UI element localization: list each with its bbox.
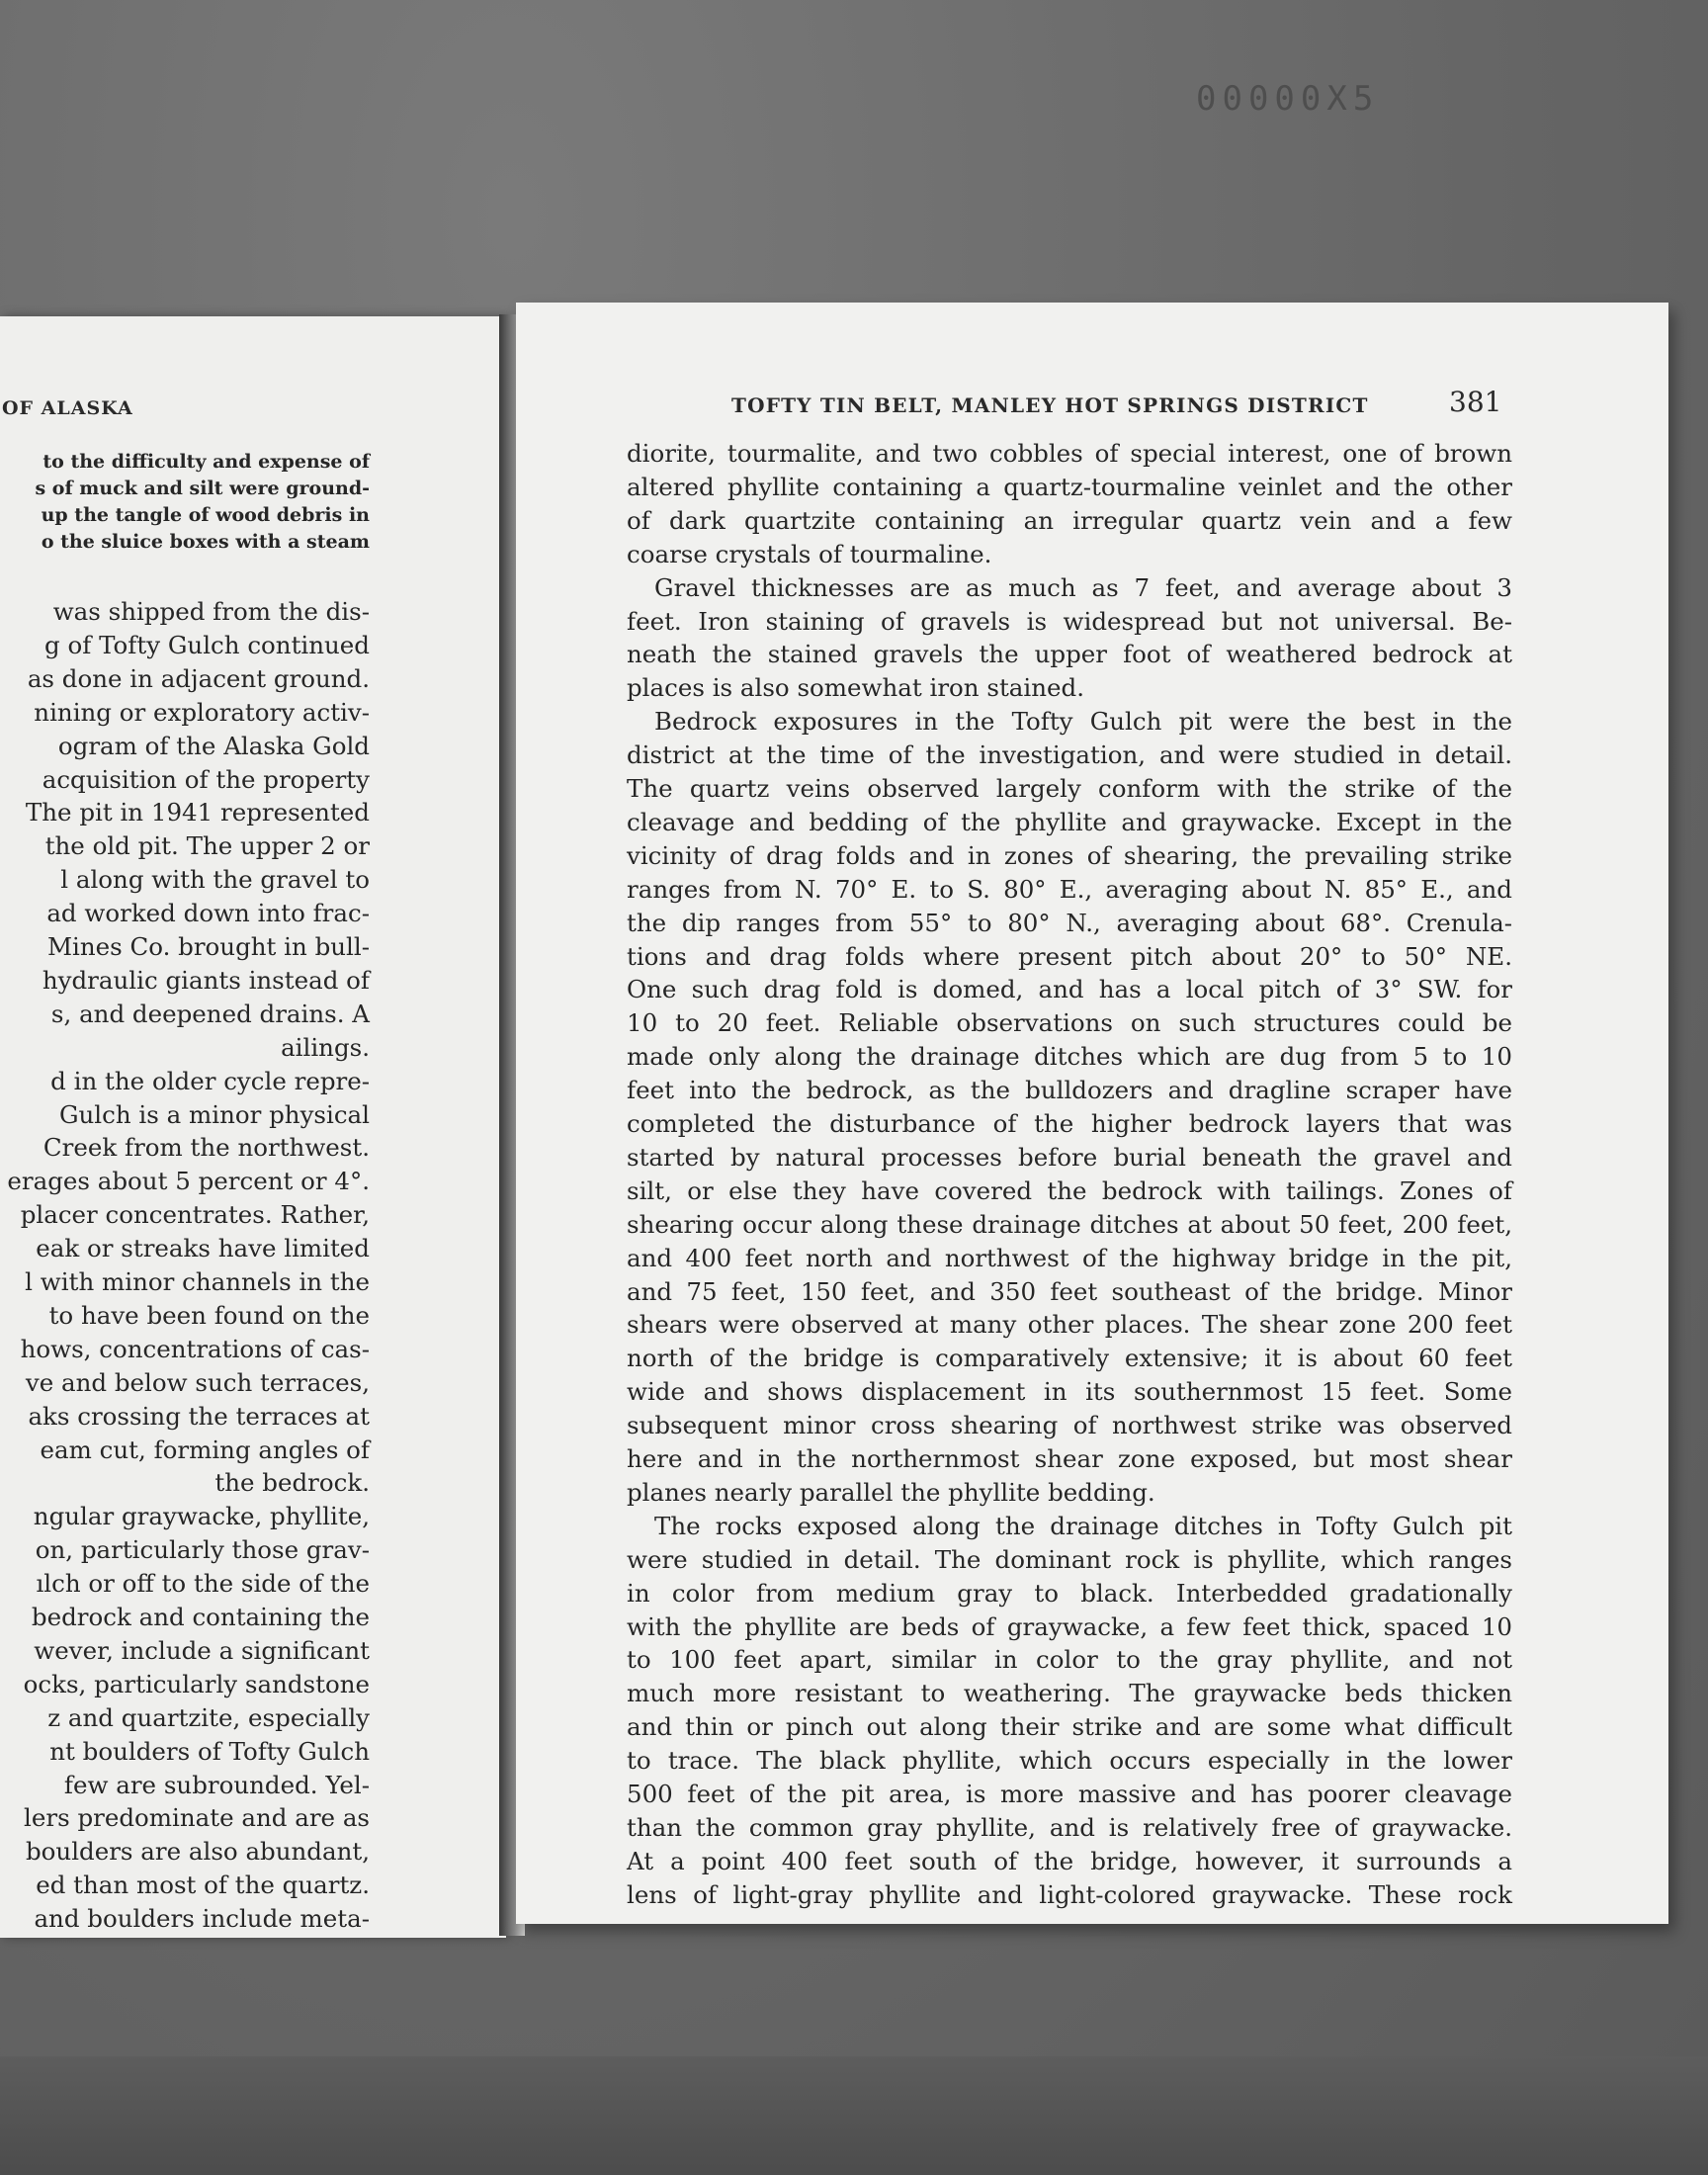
- page-stamp: 00000X5: [1196, 79, 1380, 119]
- left-small-line: s of muck and silt were ground-: [35, 478, 370, 499]
- body-text-line: much more resistant to weathering. The graywacke beds thicken: [627, 1679, 1512, 1708]
- left-text-line: ocks, particularly sandstone: [23, 1669, 370, 1698]
- left-text-line: ılch or off to the side of the: [36, 1569, 370, 1599]
- left-text-line: eam cut, forming angles of: [40, 1435, 370, 1464]
- body-text-line: the dip ranges from 55° to 80° N., averaging about 68°. Crenula-: [627, 908, 1512, 937]
- body-text-line: of dark quartzite containing an irregular quartz vein and a few: [627, 505, 1512, 535]
- left-text-line: lers predominate and are as: [24, 1803, 370, 1833]
- left-small-line: up the tangle of wood debris in: [41, 504, 370, 526]
- left-text-line: ogram of the Alaska Gold: [57, 731, 370, 760]
- left-text-line: as done in adjacent ground.: [27, 663, 370, 693]
- left-text-line: ve and below such terraces,: [25, 1367, 370, 1397]
- body-text-line: ranges from N. 70° E. to S. 80° E., averaging about N. 85° E., and: [627, 874, 1512, 904]
- body-text-line: and 75 feet, 150 feet, and 350 feet southeast of the bridge. Minor: [627, 1276, 1512, 1306]
- left-text-line: on, particularly those grav-: [35, 1535, 370, 1565]
- body-text-line: were studied in detail. The dominant rock is phyllite, which ranges: [627, 1544, 1512, 1574]
- scan-bottom-shadow: [0, 2056, 1708, 2175]
- left-text-line: aks crossing the terraces at: [28, 1401, 370, 1431]
- body-text-line: planes nearly parallel the phyllite bedding.: [627, 1477, 1155, 1507]
- body-text-line: in color from medium gray to black. Interbedded gradationally: [627, 1578, 1512, 1608]
- body-text-line: to 100 feet apart, similar in color to the gray phyllite, and not: [627, 1645, 1512, 1675]
- left-text-line: placer concentrates. Rather,: [20, 1200, 370, 1230]
- body-text-line: with the phyllite are beds of graywacke, a few feet thick, spaced 10: [627, 1611, 1512, 1641]
- body-text-line: coarse crystals of tourmaline.: [627, 539, 992, 568]
- left-text-line: ed than most of the quartz.: [36, 1870, 370, 1900]
- body-text-line: wide and shows displacement in its southernmost 15 feet. Some: [627, 1377, 1512, 1407]
- left-text-line: nining or exploratory activ-: [34, 697, 370, 727]
- body-text-line: The rocks exposed along the drainage ditches in Tofty Gulch pit: [654, 1511, 1512, 1540]
- left-text-line: eak or streaks have limited: [36, 1234, 370, 1263]
- left-text-line: few are subrounded. Yel-: [63, 1770, 370, 1799]
- body-text-line: lens of light-gray phyllite and light-colored graywacke. These rock: [627, 1879, 1512, 1909]
- body-text-line: At a point 400 feet south of the bridge, however, it surrounds a: [627, 1846, 1512, 1875]
- left-text-line: was shipped from the dis-: [52, 597, 370, 626]
- body-text-line: district at the time of the investigation, and were studied in detail.: [627, 740, 1512, 770]
- left-text-line: d in the older cycle repre-: [50, 1066, 370, 1095]
- left-text-line: to have been found on the: [48, 1300, 370, 1330]
- body-text-line: started by natural processes before burial beneath the gravel and: [627, 1142, 1512, 1172]
- body-text-line: made only along the drainage ditches which are dug from 5 to 10: [627, 1042, 1512, 1072]
- left-text-line: boulders are also abundant,: [25, 1837, 370, 1867]
- body-text-line: shears were observed at many other places. The shear zone 200 feet: [627, 1310, 1512, 1340]
- body-text-line: 10 to 20 feet. Reliable observations on such structures could be: [627, 1008, 1512, 1038]
- left-text-line: nt boulders of Tofty Gulch: [49, 1736, 370, 1766]
- left-text-line: the bedrock.: [214, 1468, 370, 1498]
- body-text-line: than the common gray phyllite, and is relatively free of graywacke.: [627, 1812, 1512, 1842]
- left-text-line: hows, concentrations of cas-: [20, 1334, 370, 1363]
- left-text-line: bedrock and containing the: [31, 1603, 370, 1631]
- left-text-line: erages about 5 percent or 4°.: [7, 1167, 370, 1196]
- body-text-line: One such drag fold is domed, and has a local pitch of 3° SW. for: [627, 975, 1512, 1004]
- left-text-line: wever, include a significant: [34, 1635, 370, 1665]
- body-text-line: shearing occur along these drainage ditches at about 50 feet, 200 feet,: [627, 1209, 1512, 1239]
- body-text-line: Gravel thicknesses are as much as 7 feet, and average about 3: [654, 572, 1512, 602]
- left-text-line: z and quartzite, especially: [47, 1702, 370, 1732]
- body-text-line: The quartz veins observed largely conform with the strike of the: [627, 774, 1512, 803]
- left-text-line: l with minor channels in the: [25, 1267, 370, 1296]
- body-text-line: subsequent minor cross shearing of northwest strike was observed: [627, 1411, 1512, 1440]
- body-text-line: vicinity of drag folds and in zones of shearing, the prevailing strike: [627, 840, 1512, 870]
- body-text-line: 500 feet of the pit area, is more massive and has poorer cleavage: [627, 1780, 1512, 1808]
- left-text-line: l along with the gravel to: [60, 865, 370, 895]
- left-text-line: acquisition of the property: [42, 764, 370, 794]
- left-text-line: The pit in 1941 represented: [25, 798, 370, 827]
- left-text-line: g of Tofty Gulch continued: [44, 630, 370, 659]
- body-text-line: places is also somewhat iron stained.: [627, 673, 1084, 703]
- body-text-line: north of the bridge is comparatively extensive; it is about 60 feet: [627, 1344, 1512, 1373]
- left-text-line: hydraulic giants instead of: [42, 965, 370, 995]
- body-text-line: to trace. The black phyllite, which occurs especially in the lower: [627, 1746, 1512, 1776]
- left-text-line: Mines Co. brought in bull-: [46, 932, 370, 961]
- left-text-line: ngular graywacke, phyllite,: [33, 1502, 370, 1531]
- left-text-line: Gulch is a minor physical: [58, 1099, 370, 1129]
- left-text-line: s, and deepened drains. A: [50, 999, 370, 1028]
- left-text-line: ailings.: [281, 1032, 370, 1062]
- right-page: [516, 303, 1668, 1924]
- left-text-line: ad worked down into frac-: [46, 899, 370, 928]
- left-running-head: OF ALASKA: [2, 397, 133, 419]
- body-text-line: completed the disturbance of the higher bedrock layers that was: [627, 1109, 1512, 1138]
- body-text-line: feet into the bedrock, as the bulldozers and dragline scraper have: [627, 1076, 1512, 1105]
- right-running-head: TOFTY TIN BELT, MANLEY HOT SPRINGS DISTRICT: [731, 393, 1369, 417]
- left-text-line: and boulders include meta-: [34, 1904, 370, 1934]
- left-small-line: to the difficulty and expense of: [43, 451, 370, 473]
- left-small-line: o the sluice boxes with a steam: [41, 531, 370, 553]
- left-text-line: the old pit. The upper 2 or: [44, 831, 370, 861]
- body-text-line: here and in the northernmost shear zone exposed, but most shear: [627, 1444, 1512, 1473]
- left-page: [0, 316, 506, 1938]
- left-text-line: Creek from the northwest.: [43, 1133, 370, 1163]
- body-text-line: silt, or else they have covered the bedrock with tailings. Zones of: [627, 1175, 1512, 1205]
- body-text-line: Bedrock exposures in the Tofty Gulch pit were the best in the: [654, 707, 1512, 737]
- page-number: 381: [1449, 386, 1502, 418]
- body-text-line: neath the stained gravels the upper foot of weathered bedrock at: [627, 640, 1512, 669]
- body-text-line: tions and drag folds where present pitch about 20° to 50° NE.: [627, 941, 1512, 971]
- body-text-line: and 400 feet north and northwest of the highway bridge in the pit,: [627, 1243, 1512, 1272]
- body-text-line: diorite, tourmalite, and two cobbles of special interest, one of brown: [627, 439, 1512, 468]
- body-text-line: cleavage and bedding of the phyllite and graywacke. Except in the: [627, 807, 1512, 836]
- body-text-line: feet. Iron staining of gravels is widespread but not universal. Be-: [627, 606, 1512, 636]
- body-text-line: and thin or pinch out along their strike and are some what difficult: [627, 1712, 1512, 1742]
- body-text-line: altered phyllite containing a quartz-tourmaline veinlet and the other: [627, 472, 1512, 501]
